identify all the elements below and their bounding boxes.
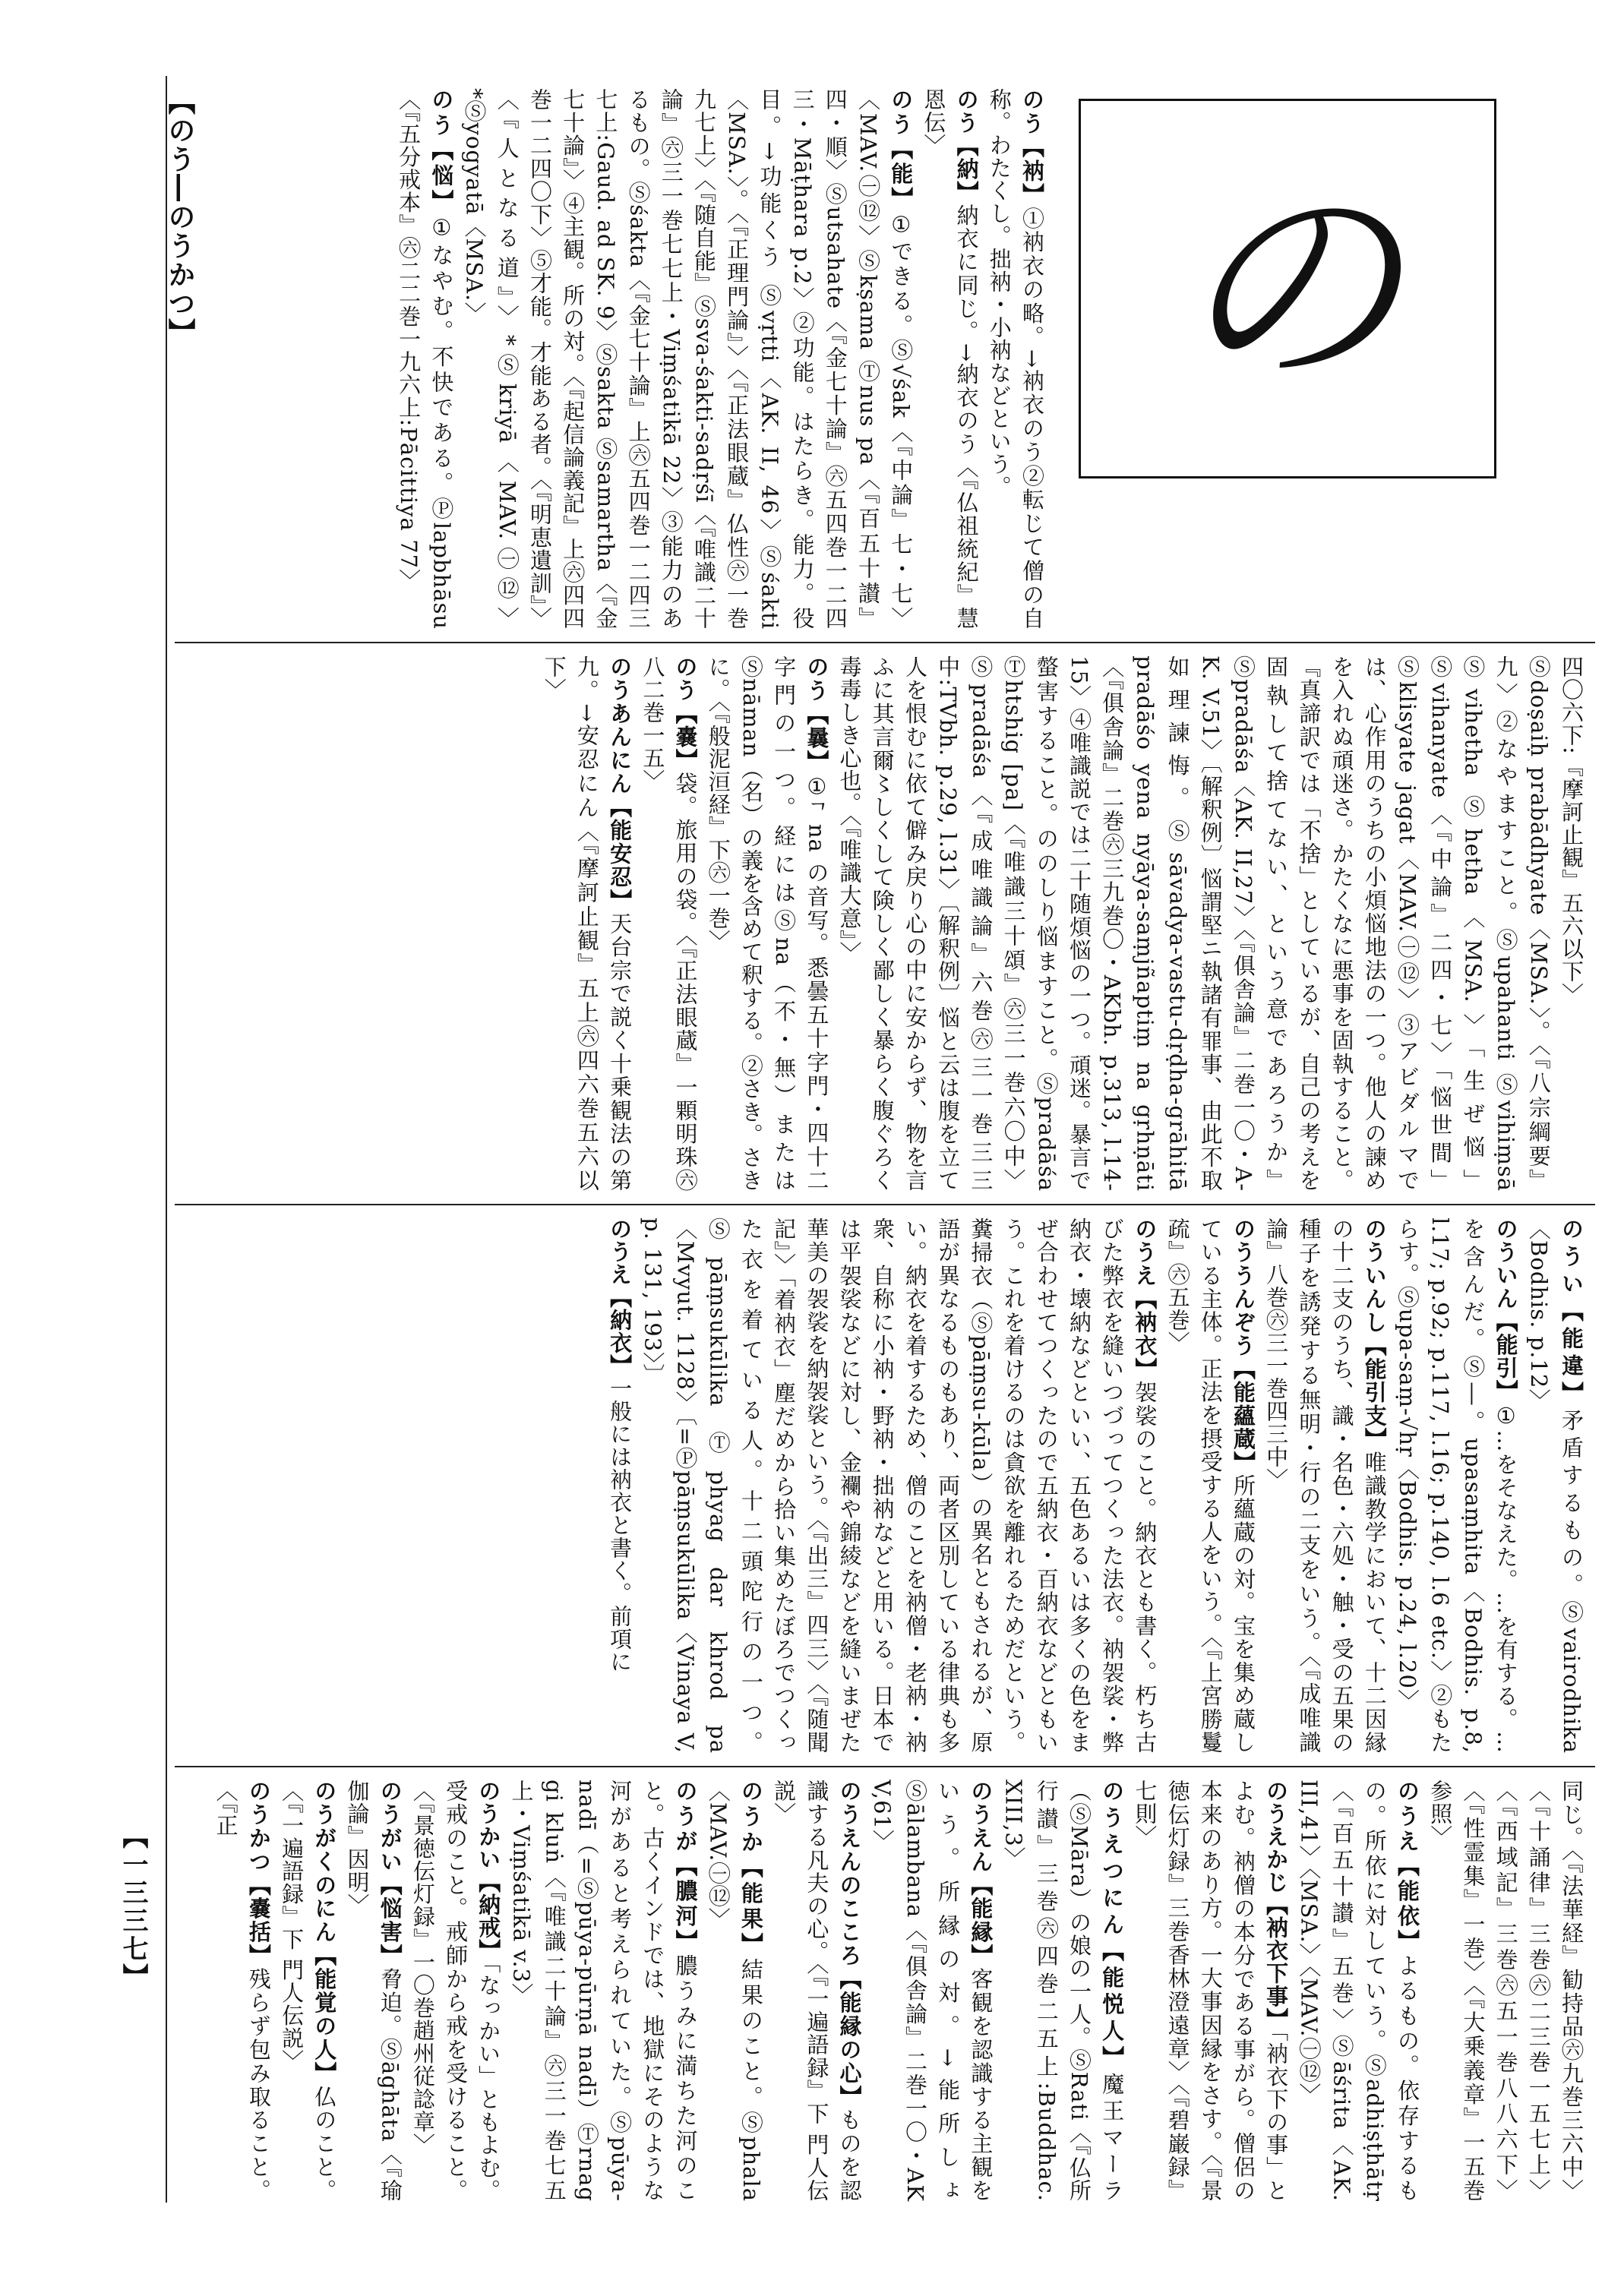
band-4-text	[182, 1780, 1588, 2202]
entry	[702, 1780, 767, 2202]
entry	[209, 1780, 274, 2202]
definition: 矛盾するもの。Ⓢvairodhika〈Bodhis. p.12〉	[1525, 1217, 1585, 1754]
header-divider-rule	[166, 76, 167, 2203]
definition: 袈裟のこと。納衣とも書く。朽ち古びた弊衣を縫いつづってつくった法衣。衲袈裟・弊納衣・壊納などといい、五色あるいは多くの色をまぜ合わせてつくったので五納衣・百納衣などともいう。これを着けるのは貪欲を離れるためだという。糞掃衣（Ⓢpāṃsu-kūla）の異名ともされるが、原語が異なるものもあり、両者区別している律典も多い。納衣を着するため、僧のことを衲僧・老衲・衲衆、自称に小衲・野衲・拙衲などと用いる。日本では平袈裟などに対し、金襴や錦綾などを縫いまぜた華美の袈裟を納袈裟という。〈『出三』四三〉〈『随聞記』〉「着衲衣」塵だめから拾い集めたぼろでつくった衣を着ている人。十二頭陀行の一つ。Ⓢpāṃsukūlika Ⓣphyag dar khrod pa〈Mvyut. 1128〉〔=Ⓟpāṃsukūlika〈Vinaya V, p. 131, 193〉〕	[640, 1217, 1158, 1754]
definition: 仏のこと。〈『一遍語録』下 門人伝説〉	[279, 1780, 338, 2202]
entry	[833, 655, 1554, 1192]
entry	[457, 88, 917, 630]
headword: のうかつ【嚢括】	[245, 1780, 272, 1968]
entry	[636, 1217, 1161, 1754]
entry	[767, 1780, 866, 2202]
definition: 天台宗で説く十乗観法の第九。→安忍にん〈『摩訶止観』五上㊅四六巻五六以下〉	[541, 655, 633, 1192]
definition: 唯識教学において、十二因縁の十二支のうち、識・名色・六処・触・受の五果の種子を誘発する無明・行の二支をいう。〈『成唯識論』八巻㊅三一巻四三中〉	[1263, 1217, 1388, 1754]
entry	[392, 88, 457, 630]
page-number: 【一三三七】	[118, 1823, 148, 1991]
definition: 四〇六下:『摩訶止観』五六以下〉	[1559, 655, 1585, 1006]
definition: 同じ。〈『法華経』勧持品㊅九巻三六中〉〈『十誦律』三巻㊅二三巻一五七上〉〈『西域記』三巻㊅五一巻八八六下〉〈『性霊集』一巻〉〈『大乗義章』一五巻参照〉	[1427, 1780, 1585, 2202]
entry	[340, 1780, 406, 2202]
entry	[1161, 1217, 1259, 1754]
entry	[702, 655, 833, 1192]
headword: のういん【能引】	[1493, 1217, 1519, 1403]
headword: のううんぞう【能蘊蔵】	[1230, 1217, 1256, 1474]
headword: のう【能】	[888, 88, 915, 212]
headword: のう【曩】	[804, 655, 830, 774]
definition: ①…をそなえた。…を有する。…を含んだ。Ⓢ―。upasaṃhita〈Bodhis. p.8, l.17; p.92; p.117, l.16; p.140, l.6 etc.〉②もたらす。Ⓢupa-saṃ-√hṛ〈Bodhis. p.24, l.20〉	[1394, 1217, 1519, 1754]
headword: のうかい【納戒】	[476, 1780, 502, 1963]
headword: のう【嚢】	[672, 655, 699, 772]
definition: ①できる。Ⓢ√śak〈『中論』七・七〉〈MAV.㊀⑫〉Ⓢkṣama Ⓣnus pa〈『百五十讃』四・順〉Ⓢutsahate〈『金七十論』㊅五四巻一二四三・Māṭhara p.2〉②功能。はたらき。能力。役目。→功能くう Ⓢvṛtti〈AK. II, 46〉Ⓢśakti〈MSA.〉。〈『正理門論』〉〈『正法眼蔵』仏性㊅一巻九七上〉〈『随自能』Ⓢsva-śakti-sadṛśī〈『唯識二十論』㊅三一巻七七上・Viṃśatikā 22〉③能力のあるもの。Ⓢśakta〈『金七十論』上㊅五四巻一二四三七上:Gaud. ad SK. 9〉Ⓢsakta Ⓢsamartha〈『金七十論』〉④主観。所の対。〈『起信論義記』上㊅四四巻一二四〇下〉⑤才能。才能ある者。〈『明恵遺訓』〉〈『人となる道』〉*Ⓢkriyā〈MAV.㊀⑫〉*Ⓢyogyatā〈MSA.〉	[461, 88, 915, 630]
definition: 袋。旅用の袋。〈『正法眼蔵』一顆明珠㊅八二巻一五〉	[640, 655, 699, 1192]
entry	[1292, 1780, 1423, 2202]
definition: よるもの。依存するもの。所依に対していう。Ⓢadhiṣṭhātṛ〈『百五十讃』五巻〉Ⓢāśrita〈AK. III,41〉〈MSA.〉〈MAV.㊀⑫〉	[1296, 1780, 1420, 2202]
band-1-text	[182, 88, 1048, 630]
section-kana-glyph: の	[1174, 156, 1401, 421]
headword: のう【衲】	[1019, 88, 1045, 207]
entry	[1555, 655, 1588, 1192]
headword: のう【悩】	[428, 88, 455, 215]
text-band-4	[175, 1766, 1595, 2214]
text-band-2	[175, 642, 1595, 1204]
entry	[1259, 1217, 1391, 1754]
band-2-text	[182, 655, 1588, 1192]
entry	[866, 1780, 997, 2202]
definition: 所蘊蔵の対。宝を集め蔵している主体。正法を摂受する人をいう。〈『上宮勝鬘疏』㊅五巻〉	[1164, 1217, 1256, 1754]
text-band-3	[175, 1204, 1595, 1766]
headword: のうえかじ【衲衣下事】	[1263, 1780, 1290, 2031]
entry	[983, 88, 1048, 630]
headword: のうがくのにん【能覚の人】	[311, 1780, 338, 2086]
entry	[636, 655, 701, 1192]
headword: のうか【能果】	[738, 1780, 764, 1958]
headword: のうえん【能縁】	[968, 1780, 994, 1968]
definition: 一般には衲衣と書く。前項に	[607, 1377, 633, 1673]
entry	[917, 88, 982, 630]
definition: Ⓢdoṣaiḥ prabādhyate〈MSA.〉。〈『八宗綱要』九〉②なやますこと。Ⓢupahanti Ⓢvihiṃsā Ⓢvihetha Ⓢhetha〈MSA.〉「生ぜ悩」Ⓢvihanyate〈『中論』二四・七〉「悩世間」Ⓢklisyate jagat〈MAV.㊀⑫〉③アビダルマでは、心作用のうちの小煩悩地法の一つ。他人の諫めを入れぬ頑迷さ。かたくなに悪事を固執すること。『真諦訳では「不捨」としているが、自己の考えを固執して捨てない、という意であろうか』Ⓢpradāśa〈AK. II,27〉〈『俱舎論』二巻一〇・A-K. V.51〉〔解釈例〕悩謂堅ニ執諸有罪事、由此不取如理諫悔。Ⓢsāvadya-vastu-dṛḍha-grāhitā pradāśo yena nyāya-saṃjñaptiṃ na gṛhṇāti〈『俱舎論』二巻㊅三九巻〇・AKbh. p.313, l.14-15〉④唯識説では二十随煩悩の一つ。頑迷。暴言で螫害すること。ののしり悩ますこと。Ⓢpradāśa Ⓣhtshig [pa]〈『唯識三十頌』㊅三一巻六〇中〉Ⓢpradāśa〈『成唯識論』六巻㊅三一巻三三中:TVbh. p.29, l.31〉〔解釈例〕悩と云は腹を立て人を恨むに依て僻み戻り心の中に安からず、物を言ふに其言爾〻しくして険しく鄙しく暴らく腹ぐろく毒毒しき心也。〈『唯識大意』〉	[836, 655, 1552, 1192]
headword: のうえんのこころ【能縁の心】	[836, 1780, 863, 2109]
headword: のういんし【能引支】	[1361, 1217, 1388, 1451]
entry	[1423, 1780, 1588, 2202]
headword: のうが【膿河】	[672, 1780, 699, 1955]
entry	[603, 1217, 636, 1754]
entry	[275, 1780, 340, 2202]
entry	[504, 1780, 701, 2202]
definition: ①ᄀna の音写。悉曇五十字門・四十二字門の一つ。経にはⓈna（不・無）または Ⓢnāman（名）の義を含めて釈する。②さき。さきに。〈『般泥洹経』下㊅一巻〉	[705, 655, 830, 1192]
definition: 客観を認識する主観をいう。所縁の対。→能所しょ Ⓢālambana〈『俱舎論』二巻一〇・AK V,61〉	[869, 1780, 994, 2202]
definition: 「なっかい」ともよむ。受戒のこと。戒師から戒を受けること。〈『景徳伝灯録』一〇巻趙州従諗章〉	[409, 1780, 502, 2202]
definition: 魔王マーラ（ⓈMāra）の娘の一人。ⓈRati〈『仏所行讃』三巻㊅四巻二五上:Buddhac. XIII,3〉	[1000, 1780, 1126, 2202]
entry	[538, 655, 637, 1192]
running-header-kana-range: 【のう―のうかつ】	[164, 87, 195, 347]
definition: 脅迫。Ⓢāghāta〈『瑜伽論』因明〉	[344, 1780, 403, 2202]
entry	[997, 1780, 1128, 2202]
definition: 残らず包み取ること。〈『正	[213, 1780, 272, 2202]
definition: ものを認識する凡夫の心。〈『一遍語録』下 門人伝説〉	[771, 1780, 863, 2202]
entry	[1391, 1217, 1522, 1754]
headword: のうえ【能依】	[1394, 1780, 1420, 1955]
headword: のうがい【悩害】	[377, 1780, 403, 1968]
definition: 「衲衣下の事」とよむ。衲僧の本分である事がら。僧侶の本来のあり方。一大事因縁をさす。〈『景徳伝灯録』三巻香林澄遠章〉〈『碧巌録』七則〉	[1132, 1780, 1290, 2202]
definition: ①なやむ。不快である。Ⓟlapbhāsu〈『五分戒本』㊅二二巻一九六上:Pācittiya 77〉	[396, 88, 455, 630]
headword: のうえつにん【能悦人】	[1099, 1780, 1126, 2073]
band-3-text	[182, 1217, 1588, 1754]
section-kana-box	[1079, 99, 1496, 478]
headword: のうえ【衲衣】	[1132, 1217, 1158, 1382]
definition: 納衣に同じ。→納衣のう〈『仏祖統紀』慧恩伝〉	[921, 88, 980, 630]
definition: ①衲衣の略。→衲衣のう②転じて僧の自称。わたくし。拙衲・小衲などという。	[986, 88, 1045, 630]
definition: 膿うみに満ちた河のこと。古くインドでは、地獄にそのような河があると考えられていた。Ⓢpūya-nadī（=Ⓢpūya-pūrṇā nadī）Ⓣrnag gi kluṅ〈『唯識二十論』㊅三一巻七五上・Viṃśatikā v.3〉	[508, 1780, 699, 2202]
entry	[406, 1780, 505, 2202]
headword: のうあんにん【能安忍】	[607, 655, 633, 912]
headword: のうえ【納衣】	[607, 1217, 633, 1377]
entry	[1128, 1780, 1292, 2202]
headword: のうい【能違】	[1559, 1217, 1585, 1410]
headword: のう【納】	[953, 88, 980, 204]
definition: 結果のこと。Ⓢphala〈MAV.㊀⑫〉	[705, 1780, 764, 2202]
entry	[1522, 1217, 1588, 1754]
